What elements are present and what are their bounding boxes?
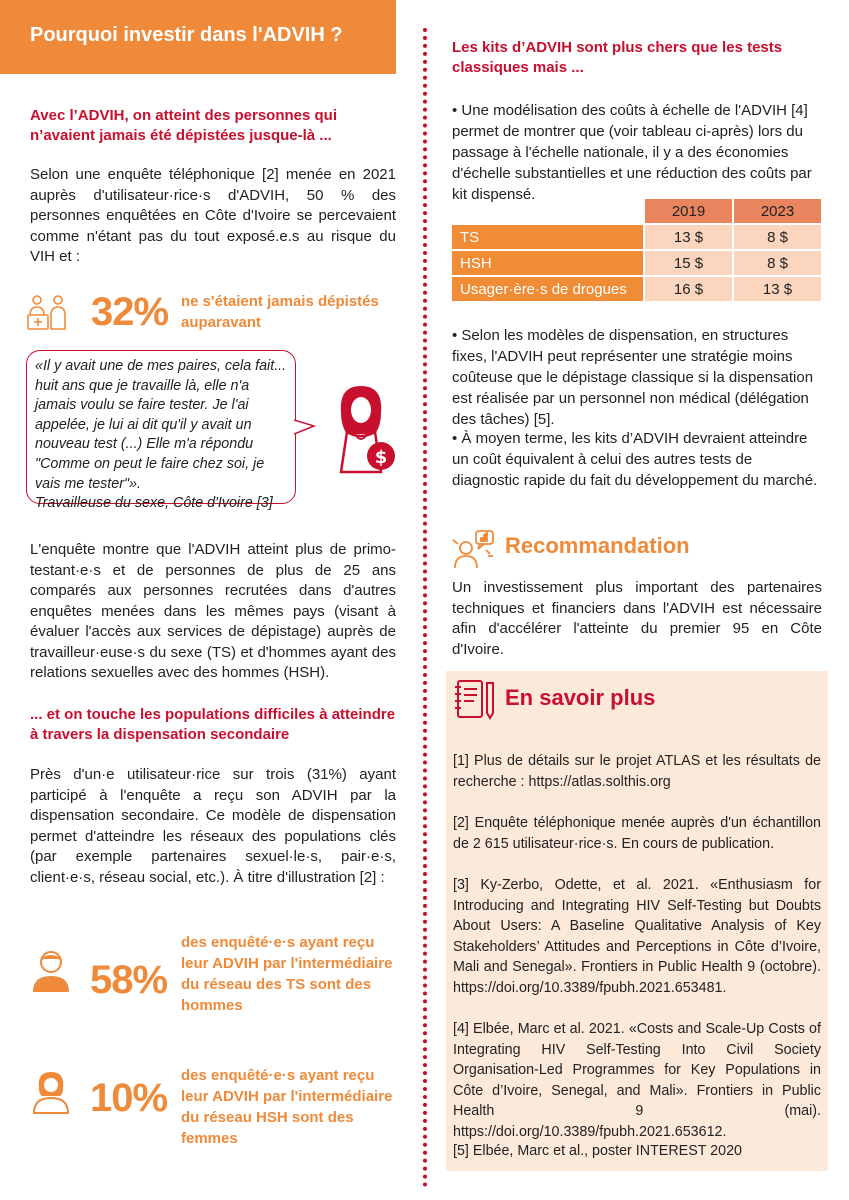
bullet-cost-model: • Une modélisation des coûts à échelle de l'ADVIH [4] permet de montrer que (voir tableau ci-après) lors du passage à l'échelle nationale, il y a des économies d'échelle substantielles et une réduction des coûts par kit dispensé.	[452, 102, 812, 203]
cell-2023: 8 $	[734, 225, 821, 249]
reference-1: [1] Plus de détails sur le projet ATLAS et les résultats de recherche : https://atlas.solthis.org	[453, 753, 821, 790]
stat-58-text: des enquêté·e·s ayant reçu leur ADVIH par l'intermédiaire du réseau des TS sont des hommes	[181, 934, 393, 1014]
secondary-distribution-paragraph: Près d'un·e utilisateur·rice sur trois (31%) ayant participé à l'enquête a reçu son ADVIH par la dispensation secondaire. Ce modèle de dispensation permet d'atteindre les réseaux des populations clés (par exemple partenaires sexuel·le·s, pair·e·s, client·e·s, réseau social, etc.). À titre d'illustration [2] :	[30, 766, 396, 886]
stat-10-text: des enquêté·e·s ayant reçu leur ADVIH par l'intermédiaire du réseau HSH sont des femmes	[181, 1067, 393, 1147]
table-row	[452, 225, 821, 249]
survey-paragraph: Selon une enquête téléphonique [2] menée en 2021 auprès d'utilisateur·rice·s d'ADVIH, 50 % des personnes enquêtées en Côte d'Ivoire se percevaient comme n'étant pas du tout exposé.e.s au risque du VIH et :	[30, 166, 396, 265]
cell-2023: 13 $	[734, 277, 821, 301]
page-title: Pourquoi investir dans l'ADVIH ?	[30, 24, 343, 46]
learn-more-panel	[446, 671, 828, 1171]
recommendation-icon	[450, 528, 496, 574]
quote-bubble	[26, 350, 296, 512]
table-header-row	[452, 199, 821, 223]
reference-5: [5] Elbée, Marc et al., poster INTEREST 2020	[453, 1143, 742, 1159]
quote-source: Travailleuse du sexe, Côte d'Ivoire [3]	[35, 495, 273, 512]
recommendation-title: Recommandation	[505, 533, 690, 558]
row-label: Usager·ère·s de drogues	[452, 277, 643, 301]
recommendation-text: Un investissement plus important des partenaires techniques et financiers dans l'ADVIH est nécessaire afin d'accélérer l'atteinte du premier 95 en Côte d'Ivoire.	[452, 579, 822, 658]
reference-4: [4] Elbée, Marc et al. 2021. «Costs and Scale-Up Costs of Integrating HIV Self-Testing Into Civil Society Organisation-Led Programmes for Key Populations in Côte d’Ivoire, Senegal, and Mali». Frontiers in Public Health 9 (mai). https://doi.org/10.3389/fpubh.2021.653612.	[453, 1021, 821, 1140]
health-workers-icon	[26, 293, 70, 333]
bullet-medium-term: • À moyen terme, les kits d’ADVIH devraient atteindre un coût équivalent à celui des autres tests de diagnostic rapide du fait du développement du marché.	[452, 430, 818, 489]
bubble-tail	[294, 418, 314, 438]
reference-2: [2] Enquête téléphonique menée auprès d'un échantillon de 2 615 utilisateur·rice·s. En cours de publication.	[453, 815, 821, 852]
stat-32-value: 32%	[91, 290, 169, 334]
cell-2023: 8 $	[734, 251, 821, 275]
section-heading-secondary-distribution: ... et on touche les populations difficiles à atteindre à travers la dispensation secondaire	[30, 706, 396, 743]
row-label: TS	[452, 225, 643, 249]
section-heading-advih-reach: Avec l’ADVIH, on atteint des personnes qui n’avaient jamais été dépistées jusque-là ...	[30, 107, 338, 144]
col-header-2023: 2023	[734, 199, 821, 223]
woman-icon	[31, 1070, 71, 1114]
notebook-pen-icon	[452, 677, 498, 723]
bullet-dispensation-models: • Selon les modèles de dispensation, en structures fixes, l'ADVIH peut représenter une stratégie moins coûteuse que le dépistage classique si la dispensation est réalisée par un personnel non médical (délégation des tâches) [5].	[452, 327, 814, 428]
stat-58-value: 58%	[90, 958, 168, 1002]
cell-2019: 13 $	[645, 225, 732, 249]
sex-worker-money-icon	[325, 382, 397, 482]
stat-10-value: 10%	[90, 1076, 168, 1120]
survey-results-paragraph: L'enquête montre que l'ADVIH atteint plus de primo-testant·e·s et de personnes de plus de 25 ans comparés aux personnes recrutées dans d'autres enquêtes menées dans les mêmes pays (visant à évaluer l'accès aux services de dépistage) auprès de travailleur·euse·s du sexe (TS) et d'hommes ayant des relations sexuelles avec des hommes (HSH).	[30, 541, 396, 681]
row-label: HSH	[452, 251, 643, 275]
table-row	[452, 277, 821, 301]
stat-32-text: ne s'étaient jamais dépistés auparavant	[181, 293, 379, 331]
table-row	[452, 251, 821, 275]
section-heading-kit-cost: Les kits d’ADVIH sont plus chers que les tests classiques mais ...	[452, 39, 783, 76]
column-divider	[423, 28, 427, 1188]
cell-2019: 15 $	[645, 251, 732, 275]
cell-2019: 16 $	[645, 277, 732, 301]
learn-more-title: En savoir plus	[505, 685, 656, 710]
reference-3: [3] Ky-Zerbo, Odette, et al. 2021. «Enthusiasm for Introducing and Integrating HIV Self-Testing but Doubts About Users: A Baseline Qualitative Analysis of Key Stakeholders’ Attitudes and Perceptions in Côte d’Ivoire, Mali and Senegal». Frontiers in Public Health 9 (octobre). https://doi.org/10.3389/fpubh.2021.653481.	[453, 877, 821, 996]
cost-table	[450, 197, 823, 303]
man-icon	[31, 950, 71, 994]
svg-text:$: $	[374, 447, 388, 468]
title-banner	[0, 0, 396, 74]
col-header-2019: 2019	[645, 199, 732, 223]
quote-text: «Il y avait une de mes paires, cela fait... huit ans que je travaille là, elle n'a jamais voulu se faire tester. Je l'ai appelée, je lui ai dit qu'il y avait un nouveau test (...) Elle m'a répondu "Comme on peut le faire chez soi, je vais me tester"».	[35, 358, 287, 492]
